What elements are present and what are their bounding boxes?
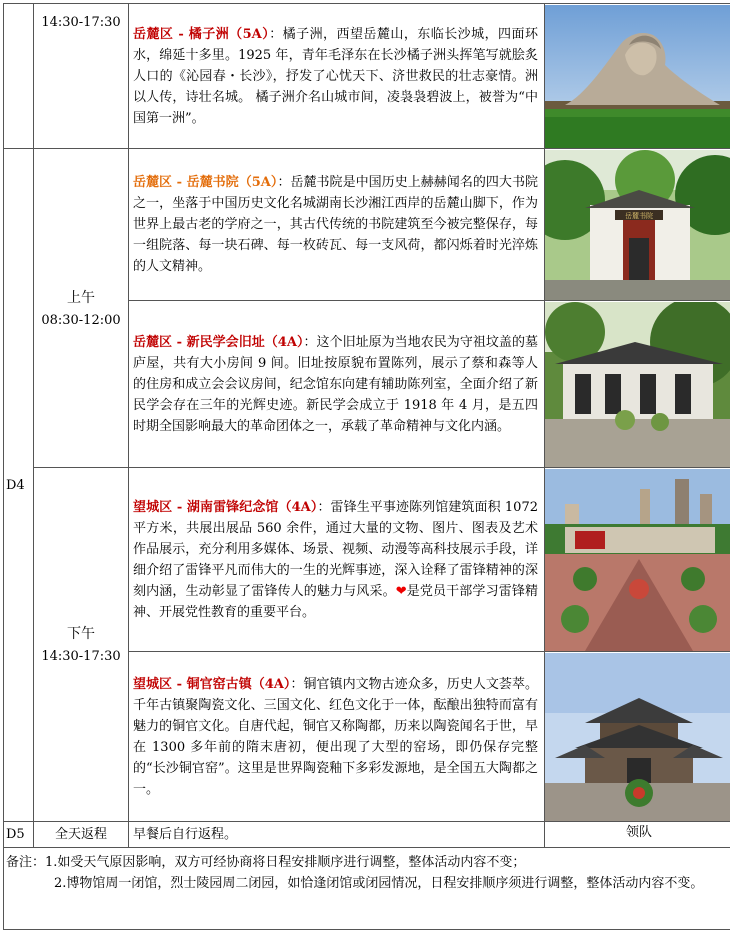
time-period: 上午 (67, 289, 95, 306)
heart-icon: ❤ (395, 583, 407, 599)
academy-photo (545, 150, 730, 300)
statue-photo (545, 5, 730, 148)
time-period: 下午 (67, 626, 95, 642)
image-cell (545, 301, 730, 468)
attraction-description: ：雷锋生平事迹陈列馆建筑面积 1072 平方米，共展出展品 560 余件，通过大量的文物、图片、图表及艺术作品展示，充分利用多媒体、场景、视频、动漫等高科技展示手段，详细介绍了雷锋平凡而伟大的一生的光辉事迹，深入诠释了雷锋精神的深刻内涵，生动彰显了雷锋传人的魅力与风采。 (133, 499, 538, 599)
description-cell (129, 4, 545, 149)
attraction-description: ：岳麓书院是中国历史上赫赫闻名的四大书院之一，坐落于中国历史文化名城湖南长沙湘江西岸的岳麓山脚下，作为世界上最古老的学府之一，其古代传统的书院建筑至今被完整保存，每一组院落、每一块石碑、每一枚砖瓦、每一支风荷，都闪烁着时光淬炼的人文精神。 (133, 175, 538, 274)
attraction-title: 岳麓区 - 新民学会旧址（4A） (133, 334, 304, 350)
attraction-title: 岳麓区 - 岳麓书院（5A） (133, 175, 278, 190)
day-label: D4 (4, 149, 34, 822)
description-cell (129, 149, 545, 301)
image-cell (545, 652, 730, 822)
attraction-title: 望城区 - 湖南雷锋纪念馆（4A） (133, 499, 318, 515)
attraction-description: ：橘子洲，西望岳麓山，东临长沙城，四面环水，绵延十多里。1925 年，青年毛泽东在长沙橘子洲头挥笔写就脍炙人口的《沁园春・长沙》，抒发了心忧天下、济世救民的壮志豪情。洲以人传，诗壮名城。 橘子洲介名山城市间，凌袅袅碧波上，被誉为“中国第一洲”。 (133, 26, 538, 126)
image-cell (545, 468, 730, 652)
day-cell-empty (4, 4, 34, 149)
time-range: 08:30-12:00 (41, 312, 121, 328)
time-cell-pm (34, 468, 129, 822)
table-row (4, 822, 730, 848)
description-cell (129, 301, 545, 468)
memorial-photo (545, 469, 730, 651)
table-row (4, 149, 730, 301)
time-cell: 14:30-17:30 (34, 4, 129, 149)
attraction-title: 望城区 - 铜官窑古镇（4A） (133, 676, 291, 692)
description-cell (129, 652, 545, 822)
description-cell: 早餐后自行返程。 (129, 822, 545, 848)
notes-cell (4, 848, 730, 930)
table-row (4, 848, 730, 930)
note-line-2: 2.博物馆周一闭馆，烈士陵园周二闭园，如恰逢闭馆或闭园情况，日程安排顺序须进行调整，整体活动内容不变。 (54, 876, 704, 891)
attraction-title: 岳麓区 - 橘子洲（5A） (133, 26, 270, 42)
note-line-1: 备注：1.如受天气原因影响，双方可经协商将日程安排顺序进行调整，整体活动内容不变； (6, 855, 526, 870)
time-range: 14:30-17:30 (41, 649, 121, 664)
time-cell: 全天返程 (34, 822, 129, 848)
image-cell (545, 4, 730, 149)
time-cell-am (34, 149, 129, 468)
attraction-description: ：铜官镇内文物古迹众多，历史人文荟萃。千年古镇聚陶瓷文化、三国文化、红色文化于一体，酝酿出独特而富有魅力的铜官文化。自唐代起，铜官又称陶都，历来以陶瓷闻名于世，早在 1300 多年前的隋末唐初，便出现了大型的窑场，即仍保存完整的“长沙铜官窑”。这里是世界陶瓷釉下多彩发源地，是全国五大陶都之一。 (133, 676, 538, 797)
academy-sign: 岳麓书院 (625, 211, 653, 220)
day-label: D5 (4, 822, 34, 848)
table-row (4, 468, 730, 652)
itinerary-table (3, 3, 730, 930)
attraction-description-2: 是党员干部学习雷锋精神、开展党性教育的重要平台。 (133, 583, 538, 620)
table-row (4, 4, 730, 149)
society-photo (545, 302, 730, 467)
extra-cell: 领队 (545, 822, 730, 848)
attraction-description: ：这个旧址原为当地农民为守祖坟盖的墓庐屋，共有大小房间 9 间。旧址按原貌布置陈列，展示了蔡和森等人的住房和成立会会议房间，纪念馆东向建有辅助陈列室，全面介绍了新民学会存在三年的光辉史迹。新民学会成立于 1918 年 4 月，是五四时期全国影响最大的革命团体之一，承载了革命精神与文化内涵。 (133, 334, 538, 434)
image-cell (545, 149, 730, 301)
description-cell (129, 468, 545, 652)
kiln-town-photo (545, 653, 730, 821)
